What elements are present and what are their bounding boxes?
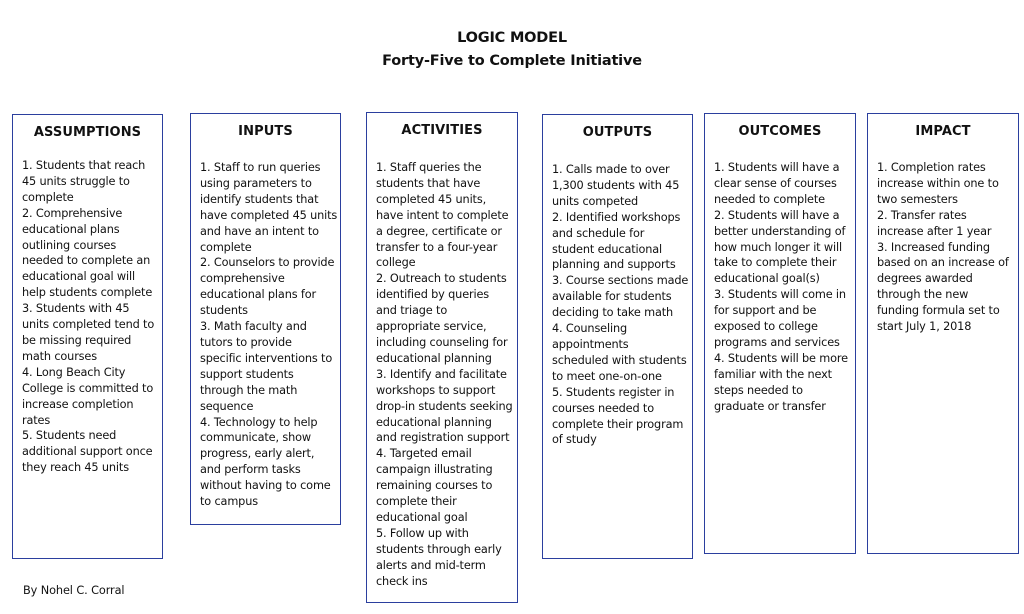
column-body-outputs (552, 162, 692, 448)
list-item: 4. Targeted email campaign illustrating remaining courses to complete their educational goal (376, 447, 493, 524)
column-header-impact: IMPACT (915, 124, 971, 139)
list-item: 3. Course sections made available for students deciding to take math (552, 274, 689, 320)
list-item: 4. Technology to help communicate, show progress, early alert, and perform tasks without having to come to campus (200, 415, 331, 509)
list-item: 2. Identified workshops and schedule for student educational planning and supports (552, 210, 681, 272)
author-credit: By Nohel C. Corral (23, 584, 125, 597)
list-item: 5. Students register in courses needed to complete their program of study (552, 385, 684, 447)
list-item: 5. Students need additional support once they reach 45 units (22, 429, 153, 475)
column-body-inputs (200, 160, 340, 510)
list-item: 2. Comprehensive educational plans outlining courses needed to complete an educational goal will help students complete (22, 206, 153, 300)
list-item: 4. Students will be more familiar with the next steps needed to graduate or transfer (714, 351, 848, 413)
list-item: 3. Students with 45 units completed tend to be missing required math courses (22, 302, 155, 363)
list-item: 1. Staff queries the students that have completed 45 units, have intent to complete a degree, certificate or transfer to a four-year college (376, 161, 509, 270)
list-item: 1. Students will have a clear sense of courses needed to complete (714, 161, 840, 206)
list-item: 1. Calls made to over 1,300 students with 45 units competed (552, 163, 680, 208)
column-impact (867, 113, 1019, 554)
column-body-activities (376, 160, 517, 589)
list-item: 3. Increased funding based on an increase of degrees awarded through the new funding formula set to start July 1, 2018 (877, 240, 1009, 334)
column-header-outputs: OUTPUTS (582, 125, 653, 140)
list-item: 2. Outreach to students identified by queries and triage to appropriate service, including counseling for educational planning (376, 272, 508, 365)
column-body-assumptions (22, 158, 162, 476)
column-header-activities: ACTIVITIES (401, 123, 483, 138)
list-item: 1. Students that reach 45 units struggle to complete (22, 159, 146, 204)
column-body-impact (877, 160, 1018, 335)
document-title: LOGIC MODEL (457, 30, 567, 46)
list-item: 2. Transfer rates increase after 1 year (877, 208, 992, 238)
list-item: 2. Students will have a better understanding of how much longer it will take to complete their educational goal(s) (714, 208, 846, 286)
list-item: 3. Students will come in for support and be exposed to college programs and services (714, 288, 846, 349)
list-item: 2. Counselors to provide comprehensive educational plans for students (200, 256, 335, 318)
column-outcomes (704, 113, 856, 554)
column-assumptions (12, 114, 163, 559)
list-item: 4. Long Beach City College is committed to increase completion rates (22, 365, 154, 427)
document-subtitle: Forty-Five to Complete Initiative (382, 53, 642, 69)
column-activities (366, 112, 518, 603)
column-inputs (190, 113, 341, 525)
list-item: 1. Completion rates increase within one to two semesters (877, 161, 999, 206)
list-item: 1. Staff to run queries using parameters to identify students that have completed 45 units and have an intent to complete (200, 161, 338, 254)
column-body-outcomes (714, 160, 855, 415)
column-header-inputs: INPUTS (238, 124, 293, 139)
column-header-outcomes: OUTCOMES (738, 124, 822, 139)
list-item: 3. Math faculty and tutors to provide specific interventions to support students through the math sequence (200, 320, 333, 413)
list-item: 4. Counseling appointments scheduled with students to meet one-on-one (552, 322, 687, 383)
column-header-assumptions: ASSUMPTIONS (33, 125, 142, 140)
list-item: 3. Identify and facilitate workshops to support drop-in students seeking educational planning and registration support (376, 367, 513, 445)
list-item: 5. Follow up with students through early alerts and mid-term check ins (376, 526, 502, 588)
column-outputs (542, 114, 693, 559)
